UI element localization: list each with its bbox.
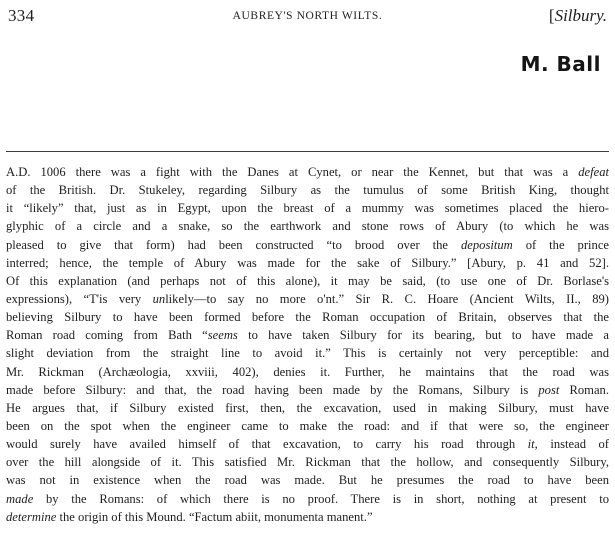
- text-segment: expressions), “T'is very: [6, 291, 153, 306]
- text-segment: was not in existence when the road was made. But he presumes the road to have been: [6, 473, 609, 488]
- text-segment: it “likely” that, just as in Egypt, upon the breast of a mummy was sometimes placed the hiero-: [6, 201, 609, 216]
- section-tag-title: Silbury.: [554, 6, 607, 25]
- text-line: [6, 381, 609, 399]
- italic-text: determine: [6, 509, 57, 524]
- text-line: [6, 236, 609, 254]
- text-line: [6, 508, 609, 526]
- italic-text: defeat: [578, 165, 609, 179]
- text-line: [6, 308, 609, 326]
- text-segment: the origin of this Mound. “Factum abiit, monumenta manent.”: [56, 509, 373, 524]
- running-head: AUBREY'S NORTH WILTS.: [232, 10, 383, 22]
- text-line: [6, 254, 609, 272]
- text-segment: made before Silbury: and that, the road having been made by the Romans, Silbury is: [6, 382, 539, 397]
- text-line: [6, 199, 609, 217]
- text-line: [6, 344, 609, 362]
- text-segment: to have taken Silbury for its bearing, but to have made a: [237, 328, 609, 343]
- italic-text: post: [538, 382, 560, 397]
- text-line: [6, 181, 609, 199]
- text-segment: believing Silbury to have been formed before the Roman occupation of Britain, observes that the: [6, 310, 609, 325]
- text-segment: would surely have availed himself of that excavation, to carry his road through: [6, 437, 528, 452]
- text-line: [6, 272, 609, 290]
- divider-rule: [6, 151, 609, 152]
- text-segment: been on the spot when the engineer came to make the road: and if that were so, the engineer: [6, 418, 609, 433]
- text-line: [6, 453, 609, 471]
- text-line: [6, 363, 609, 381]
- text-segment: of the British. Dr. Stukeley, regarding Silbury as the tumulus of some British King, thought: [6, 183, 609, 198]
- text-segment: He argues that, if Silbury existed first, then, the excavation, used in making Silbury, must have: [6, 400, 609, 415]
- text-segment: Roman.: [559, 382, 609, 397]
- text-segment: interred; hence, the temple of Abury was made for the sake of Silbury.” [Abury, p. 41 and 52].: [6, 255, 609, 270]
- text-segment: glyphic of a circle and a snake, so the earthwork and stone rows of Abury (to which he was: [6, 219, 609, 234]
- text-line: [6, 290, 609, 308]
- text-segment: A.D. 1006 there was a fight with the Danes at Cynet, or near the Kennet, but that was a: [6, 165, 579, 179]
- italic-text: depositum: [460, 237, 513, 252]
- page-number: 334: [8, 6, 35, 25]
- text-segment: by the Romans: of which there is no proof. There is in short, nothing at present to: [33, 491, 609, 506]
- text-line: [6, 217, 609, 235]
- text-segment: likely—to say no more o'nt.” Sir R. C. Hoare (Ancient Wilts, II., 89): [165, 291, 609, 306]
- section-tag-bracket: [: [548, 6, 555, 25]
- handwritten-annotation: M. Ball: [520, 52, 601, 76]
- text-segment: of the prince: [512, 237, 609, 252]
- italic-text: made: [6, 491, 34, 506]
- text-segment: pleased to give that form) had been constructed “to brood over the: [6, 237, 461, 252]
- text-line: [6, 163, 609, 181]
- text-line: [6, 417, 609, 435]
- italic-text: un: [152, 291, 166, 306]
- text-segment: over the hill alongside of it. This satisfied Mr. Rickman that the hollow, and consequently Silbury,: [6, 455, 609, 470]
- text-segment: , instead of: [534, 437, 609, 452]
- text-line: [6, 435, 609, 453]
- text-line: [6, 471, 609, 489]
- text-segment: Of this explanation (and perhaps not of this alone), it may be said, (to use one of Dr. Borlase's: [6, 273, 609, 288]
- body-text: [6, 163, 609, 526]
- text-line: [6, 399, 609, 417]
- text-segment: Mr. Rickman (Archæologia, xxviii, 402), denies it. Further, he maintains that the road was: [6, 364, 609, 379]
- text-segment: slight deviation from the straight line to avoid it.” This is certainly not very perceptible: and: [6, 346, 609, 361]
- text-line: [6, 490, 609, 508]
- italic-text: it: [527, 437, 535, 452]
- text-segment: Roman road coming from Bath “: [6, 328, 208, 343]
- text-line: [6, 326, 609, 344]
- section-tag: [549, 6, 607, 26]
- italic-text: seems: [207, 328, 238, 343]
